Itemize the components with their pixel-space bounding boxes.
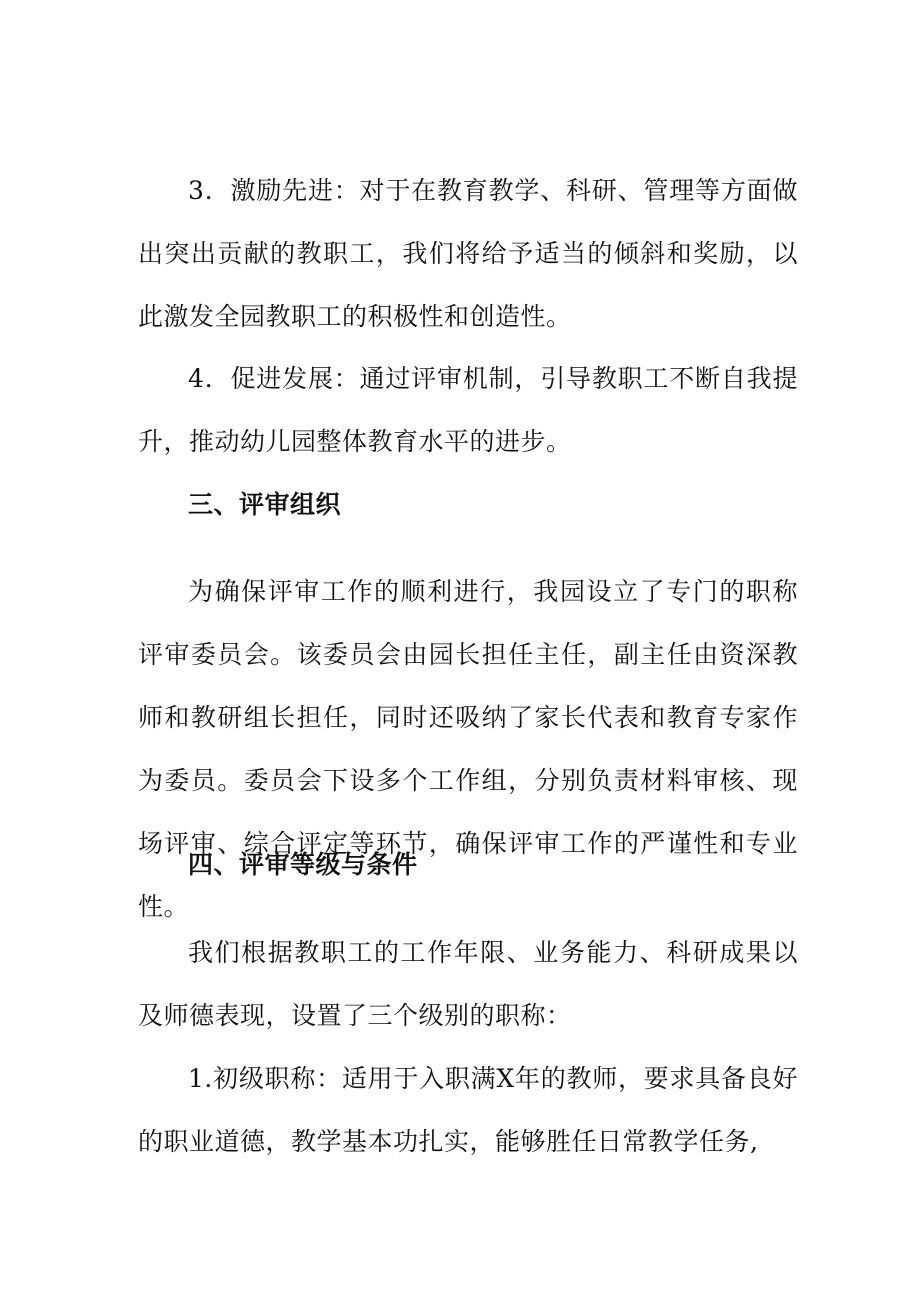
- paragraph-development: 4．促进发展：通过评审机制，引导教职工不断自我提升，推动幼儿园整体教育水平的进步。: [138, 364, 798, 456]
- paragraph-junior-title: 1.初级职称：适用于入职满X年的教师，要求具备良好的职业道德，教学基本功扎实，能够胜任日常教学任务,: [138, 1064, 798, 1156]
- paragraph-review-organization: 为确保评审工作的顺利进行，我园设立了专门的职称评审委员会。该委员会由园长担任主任，副主任由资深教师和教研组长担任，同时还吸纳了家长代表和教育专家作为委员。委员会下设多个工作组，分别负责材料审核、现场评审、综合评定等环节，确保评审工作的严谨性和专业性。: [138, 577, 798, 921]
- paragraph-levels-intro: 我们根据教职工的工作年限、业务能力、科研成果以及师德表现，设置了三个级别的职称：: [138, 938, 798, 1030]
- section-heading-review-levels: 四、评审等级与条件: [188, 850, 418, 879]
- paragraph-incentive: 3．激励先进：对于在教育教学、科研、管理等方面做出突出贡献的教职工，我们将给予适当的倾斜和奖励，以此激发全园教职工的积极性和创造性。: [138, 176, 798, 331]
- section-heading-review-organization: 三、评审组织: [188, 490, 342, 519]
